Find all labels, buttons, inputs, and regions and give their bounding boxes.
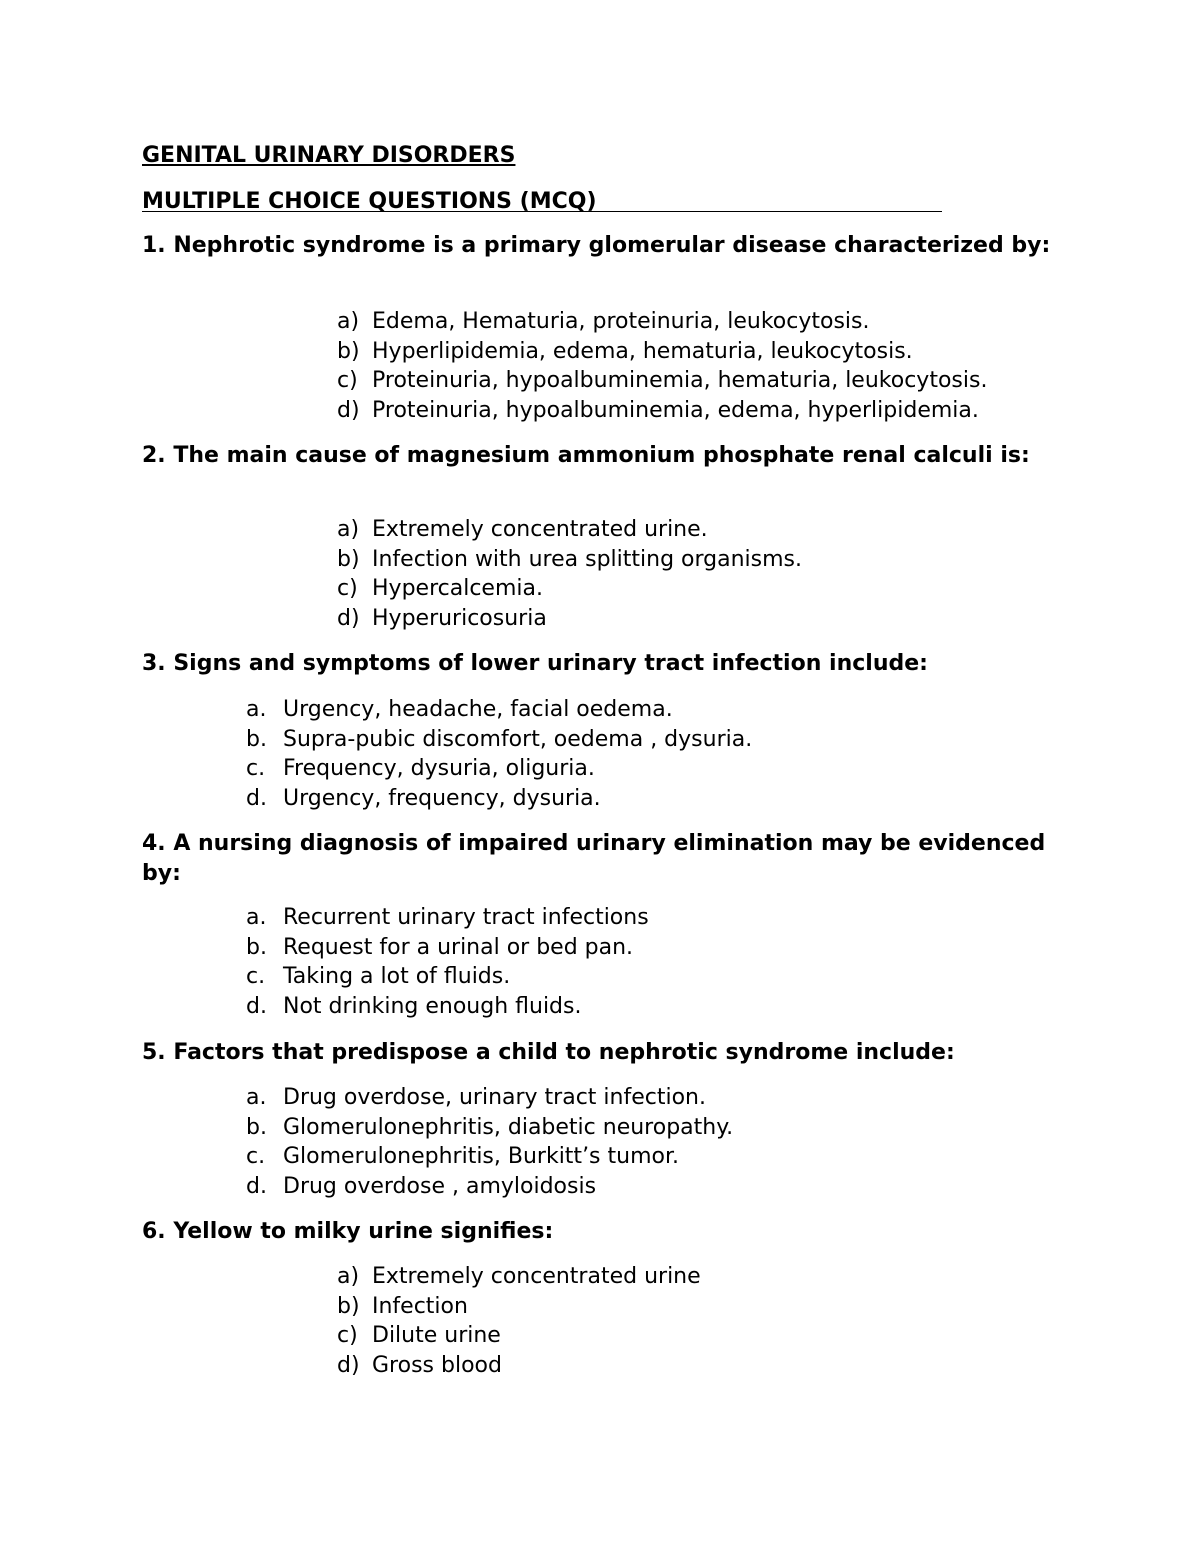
option-d xyxy=(246,992,649,1022)
option-letter: b) xyxy=(337,1293,360,1319)
option-text: Hypercalcemia. xyxy=(372,576,543,602)
option-text: Request for a urinal or bed pan. xyxy=(283,934,634,960)
options-question-1 xyxy=(337,307,987,426)
option-letter: a. xyxy=(246,697,267,722)
option-letter: c) xyxy=(337,1323,358,1349)
option-letter: d) xyxy=(337,398,360,424)
option-letter: a. xyxy=(246,905,267,930)
option-text: Extremely concentrated urine. xyxy=(372,517,708,542)
option-text: Drug overdose , amyloidosis xyxy=(283,1174,597,1200)
question-5: 5. Factors that predispose a child to nephrotic syndrome include: xyxy=(142,1040,955,1065)
option-a xyxy=(246,1083,733,1113)
option-b xyxy=(337,1292,701,1322)
option-c xyxy=(246,1142,733,1172)
option-text: Supra-pubic discomfort, oedema , dysuria. xyxy=(283,726,753,752)
options-question-5 xyxy=(246,1083,733,1202)
option-c xyxy=(246,754,752,784)
options-question-6 xyxy=(337,1262,701,1381)
option-letter: d. xyxy=(246,1174,267,1200)
question-6: 6. Yellow to milky urine signifies: xyxy=(142,1219,554,1244)
option-text: Hyperlipidemia, edema, hematuria, leukocytosis. xyxy=(372,338,913,364)
option-d xyxy=(337,604,802,634)
option-text: Gross blood xyxy=(372,1353,502,1379)
option-c xyxy=(337,574,802,604)
option-text: Infection with urea splitting organisms. xyxy=(372,546,803,572)
option-letter: b) xyxy=(337,338,360,364)
option-text: Proteinuria, hypoalbuminemia, edema, hyperlipidemia. xyxy=(372,398,979,424)
option-letter: b. xyxy=(246,1114,267,1140)
question-2: 2. The main cause of magnesium ammonium phosphate renal calculi is: xyxy=(142,443,1030,468)
option-letter: d. xyxy=(246,994,267,1020)
option-letter: c) xyxy=(337,576,358,602)
option-text: Edema, Hematuria, proteinuria, leukocytosis. xyxy=(372,309,870,334)
option-d xyxy=(337,1351,701,1381)
options-question-2 xyxy=(337,515,802,634)
option-letter: d. xyxy=(246,786,267,812)
option-d xyxy=(337,396,987,426)
option-text: Glomerulonephritis, Burkitt’s tumor. xyxy=(283,1144,679,1170)
option-letter: b. xyxy=(246,934,267,960)
option-c xyxy=(337,366,987,396)
option-b xyxy=(337,337,987,367)
option-letter: d) xyxy=(337,1353,360,1379)
option-text: Not drinking enough fluids. xyxy=(283,994,582,1020)
option-text: Dilute urine xyxy=(372,1323,501,1349)
option-a xyxy=(246,903,649,933)
option-letter: c) xyxy=(337,368,358,394)
option-c xyxy=(246,962,649,992)
document-title: GENITAL URINARY DISORDERS xyxy=(142,143,516,168)
question-3: 3. Signs and symptoms of lower urinary tract infection include: xyxy=(142,651,928,676)
option-letter: d) xyxy=(337,606,360,632)
option-letter: a. xyxy=(246,1085,267,1110)
option-a xyxy=(337,515,802,545)
option-letter: b) xyxy=(337,546,360,572)
option-b xyxy=(246,1113,733,1143)
option-b xyxy=(246,725,752,755)
option-a xyxy=(246,695,752,725)
option-letter: b. xyxy=(246,726,267,752)
option-letter: a) xyxy=(337,1264,360,1289)
option-text: Extremely concentrated urine xyxy=(372,1264,701,1289)
option-text: Recurrent urinary tract infections xyxy=(283,905,649,930)
options-question-3 xyxy=(246,695,752,814)
option-a xyxy=(337,307,987,337)
options-question-4 xyxy=(246,903,649,1022)
option-text: Glomerulonephritis, diabetic neuropathy. xyxy=(283,1114,734,1140)
option-text: Hyperuricosuria xyxy=(372,606,547,632)
option-d xyxy=(246,1172,733,1202)
option-c xyxy=(337,1321,701,1351)
option-text: Frequency, dysuria, oliguria. xyxy=(283,756,595,782)
document-subtitle: MULTIPLE CHOICE QUESTIONS (MCQ) xyxy=(142,189,942,212)
option-letter: c. xyxy=(246,1144,266,1170)
question-1: 1. Nephrotic syndrome is a primary glomerular disease characterized by: xyxy=(142,233,1051,258)
option-text: Proteinuria, hypoalbuminemia, hematuria, leukocytosis. xyxy=(372,368,988,394)
option-letter: c. xyxy=(246,756,266,782)
option-a xyxy=(337,1262,701,1292)
option-letter: a) xyxy=(337,517,360,542)
option-text: Taking a lot of fluids. xyxy=(283,964,511,990)
option-b xyxy=(246,933,649,963)
option-text: Infection xyxy=(372,1293,468,1319)
question-4: 4. A nursing diagnosis of impaired urinary elimination may be evidenced by: xyxy=(142,831,1046,886)
option-b xyxy=(337,545,802,575)
option-d xyxy=(246,784,752,814)
option-letter: a) xyxy=(337,309,360,334)
option-text: Urgency, headache, facial oedema. xyxy=(283,697,673,722)
option-text: Urgency, frequency, dysuria. xyxy=(283,786,601,812)
option-text: Drug overdose, urinary tract infection. xyxy=(283,1085,706,1110)
option-letter: c. xyxy=(246,964,266,990)
